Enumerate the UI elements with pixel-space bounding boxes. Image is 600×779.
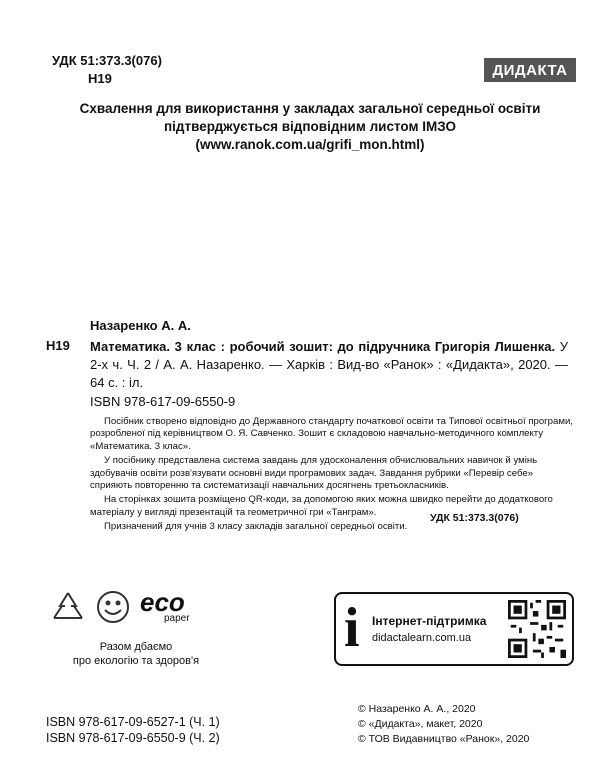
bibliographic-record [90, 338, 568, 392]
info-icon: i [344, 597, 360, 659]
catalog-code-left: Н19 [46, 338, 70, 353]
eco-caption-line-2: про екологію та здоров'я [72, 655, 200, 667]
isbn-part-2: ISBN 978-617-09-6550-9 (Ч. 2) [46, 731, 220, 745]
book-title: Математика. 3 клас : робочий зошит: до підручника Григорія Лишенка. [90, 339, 556, 354]
support-title: Інтернет-підтримка [372, 614, 487, 628]
eco-brand: eco [140, 586, 185, 617]
support-url[interactable]: didactalearn.com.ua [372, 632, 472, 644]
udk-header [52, 52, 162, 88]
copyright-author: © Назаренко А. А., 2020 [358, 703, 476, 715]
qr-code-icon[interactable] [508, 600, 566, 658]
recycle-icon [50, 590, 86, 624]
eco-caption [56, 640, 216, 668]
book-details: У 2-х ч. Ч. 2 / А. А. Назаренко. — Харків : Вид-во «Ранок» : «Дидакта», 2020. — 64 с. : іл. [90, 339, 568, 390]
annotation-paragraph: Посібник створено відповідно до Державного стандарту початкової освіти та Типової освітньої програми, розробленої під керівництвом О. Я. Савченко. Зошит є складовою навчально-методичного комплекту «Математика. 3 клас». [90, 416, 573, 452]
author-name: Назаренко А. А. [90, 318, 191, 333]
eco-caption-line-1: Разом дбаємо [99, 641, 173, 653]
isbn-main: ISBN 978-617-09-6550-9 [90, 394, 236, 409]
copyright-publisher: © ТОВ Видавництво «Ранок», 2020 [358, 733, 530, 745]
annotation-paragraph: На сторінках зошита розміщено QR-коди, за допомогою яких можна швидко перейти до додаткового матеріалу у вигляді презентацій та геометричної гри «Танграм». [90, 494, 553, 518]
didakta-logo: ДИДАКТА [484, 58, 576, 82]
copyright-list [358, 702, 529, 747]
approval-line-2: підтверджується відповідним листом ІМЗО [163, 119, 456, 134]
internet-support-box [334, 592, 574, 666]
annotation-paragraph: У посібнику представлена система завдань для удосконалення обчислювальних навичок й умінь здобувачів освіти розв'язувати основні види програмових задач. Завдання рубрики «Перевір себе» сприяють повторенню та систематизації навчальних досягнень третьокласників. [90, 455, 538, 492]
catalog-code: Н19 [88, 71, 112, 86]
eco-badge [46, 586, 246, 670]
smile-face-icon [96, 590, 130, 624]
isbn-part-1: ISBN 978-617-09-6527-1 (Ч. 1) [46, 715, 220, 729]
udk-footer: УДК 51:373.3(076) [430, 512, 519, 524]
eco-paper: paper [164, 612, 190, 624]
udk-code: УДК 51:373.3(076) [52, 53, 162, 68]
approval-line-1: Схвалення для використання у закладах загальної середньої освіти [79, 101, 541, 116]
annotation-paragraph: Призначений для учнів 3 класу закладів загальної середньої освіти. [104, 521, 408, 533]
copyright-layout: © «Дидакта», макет, 2020 [358, 718, 483, 730]
approval-block [40, 100, 580, 154]
approval-url: (www.ranok.com.ua/grifi_mon.html) [195, 137, 425, 152]
isbn-list [46, 714, 220, 746]
